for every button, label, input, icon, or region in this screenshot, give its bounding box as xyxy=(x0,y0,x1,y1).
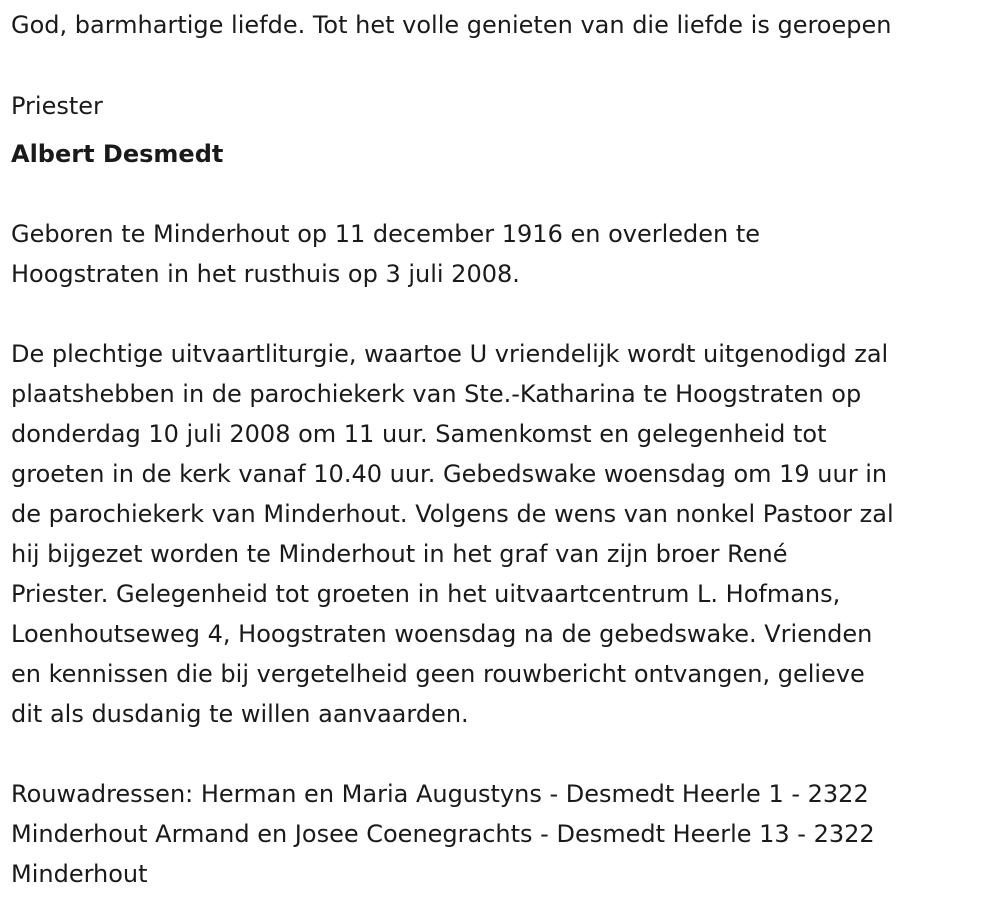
intro-line: God, barmhartige liefde. Tot het volle genieten van die liefde is geroepen xyxy=(11,11,892,39)
funeral-line: donderdag 10 juli 2008 om 11 uur. Samenkomst en gelegenheid tot xyxy=(11,420,827,448)
condolence-addresses-paragraph xyxy=(11,774,996,894)
funeral-line: Priester. Gelegenheid tot groeten in het uitvaartcentrum L. Hofmans, xyxy=(11,580,841,608)
address-line: Minderhout Armand en Josee Coenegrachts - Desmedt Heerle 13 - 2322 xyxy=(11,820,875,848)
funeral-line: Loenhoutseweg 4, Hoogstraten woensdag na de gebedswake. Vrienden xyxy=(11,620,873,648)
birth-death-line: Geboren te Minderhout op 11 december 1916 en overleden te xyxy=(11,220,761,248)
birth-death-line: Hoogstraten in het rusthuis op 3 juli 2008. xyxy=(11,260,520,288)
deceased-title: Priester xyxy=(11,92,103,120)
funeral-line: de parochiekerk van Minderhout. Volgens de wens van nonkel Pastoor zal xyxy=(11,500,894,528)
deceased-name: Albert Desmedt xyxy=(11,140,224,168)
address-line: Minderhout xyxy=(11,860,148,888)
funeral-line: hij bijgezet worden te Minderhout in het graf van zijn broer René xyxy=(11,540,788,568)
address-line: Rouwadressen: Herman en Maria Augustyns - Desmedt Heerle 1 - 2322 xyxy=(11,780,869,808)
birth-death-paragraph xyxy=(11,214,991,294)
funeral-line: De plechtige uitvaartliturgie, waartoe U vriendelijk wordt uitgenodigd zal xyxy=(11,340,889,368)
funeral-paragraph xyxy=(11,334,996,734)
funeral-line: plaatshebben in de parochiekerk van Ste.-Katharina te Hoogstraten op xyxy=(11,380,862,408)
funeral-line: dit als dusdanig te willen aanvaarden. xyxy=(11,700,469,728)
funeral-line: en kennissen die bij vergetelheid geen rouwbericht ontvangen, gelieve xyxy=(11,660,865,688)
funeral-line: groeten in de kerk vanaf 10.40 uur. Gebedswake woensdag om 19 uur in xyxy=(11,460,888,488)
